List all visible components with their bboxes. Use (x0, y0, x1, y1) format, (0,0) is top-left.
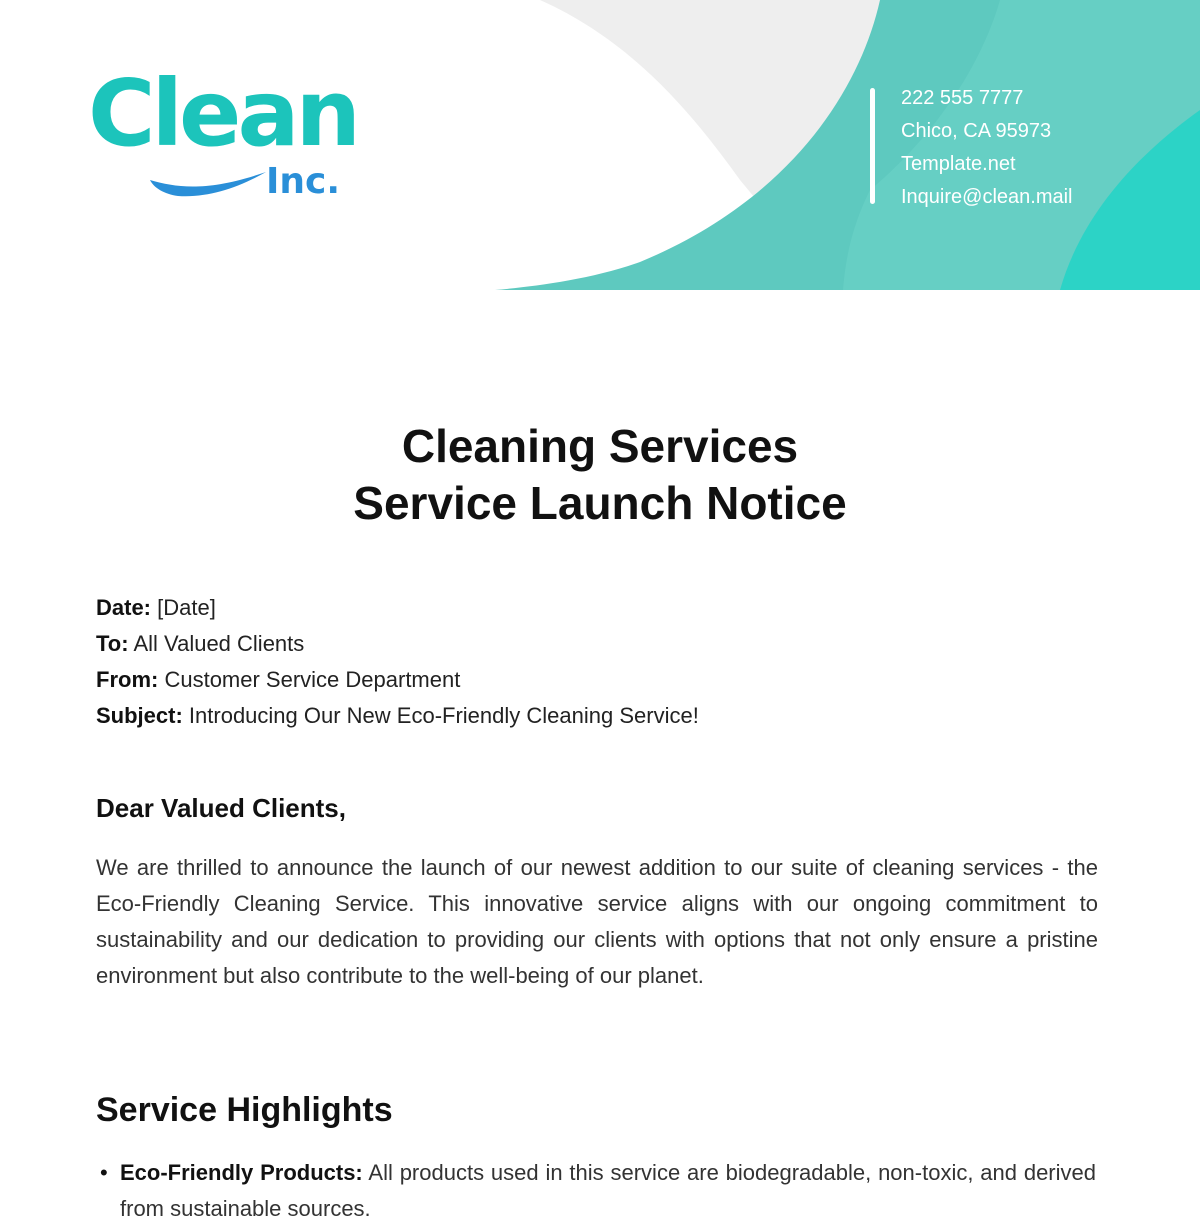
document-title (0, 418, 1200, 532)
meta-from (96, 662, 699, 698)
meta-subject-label: Subject: (96, 703, 183, 728)
meta-to-value: All Valued Clients (133, 631, 305, 656)
meta-to (96, 626, 699, 662)
meta-subject (96, 698, 699, 734)
highlight-text: All products used in this service are biodegradable, non-toxic, and derived from sustainable sources. (120, 1160, 1096, 1221)
bullet-icon: • (100, 1160, 108, 1185)
meta-to-label: To: (96, 631, 129, 656)
meta-subject-value: Introducing Our New Eco-Friendly Cleaning Service! (188, 703, 699, 728)
title-line-1: Cleaning Services (401, 420, 799, 472)
meta-date (96, 590, 699, 626)
logo-text-main: Clean (88, 60, 358, 167)
logo-text-suffix: Inc. (266, 161, 341, 202)
contact-address: Chico, CA 95973 (901, 120, 1052, 142)
contact-divider (870, 88, 875, 204)
logo-wave-icon (148, 158, 268, 198)
meta-from-value: Customer Service Department (164, 667, 461, 692)
logo-wordmark (88, 60, 358, 216)
contact-block (901, 84, 1073, 216)
memo-meta (96, 590, 699, 734)
letterhead (0, 0, 1200, 300)
meta-date-value: [Date] (157, 595, 216, 620)
contact-website[interactable]: Template.net (901, 153, 1016, 175)
meta-date-label: Date: (96, 595, 152, 620)
meta-from-label: From: (96, 667, 159, 692)
salutation: Dear Valued Clients, (96, 793, 346, 823)
contact-phone: 222 555 7777 (901, 87, 1024, 109)
title-line-2: Service Launch Notice (353, 477, 847, 529)
contact-email[interactable]: Inquire@clean.mail (901, 186, 1073, 208)
intro-paragraph: We are thrilled to announce the launch of our newest addition to our suite of cleaning services - the Eco-Friendly Cleaning Service. This innovative service aligns with our ongoing commitment to sustainability and our dedication to providing our clients with options that not only ensure a pristine environment but also contribute to the well-being of our planet. (96, 855, 1098, 988)
list-item (100, 1155, 1096, 1227)
company-logo (88, 60, 358, 216)
highlights-list (100, 1155, 1096, 1227)
service-highlights-heading: Service Highlights (96, 1091, 393, 1129)
highlight-label: Eco-Friendly Products: (120, 1160, 363, 1185)
